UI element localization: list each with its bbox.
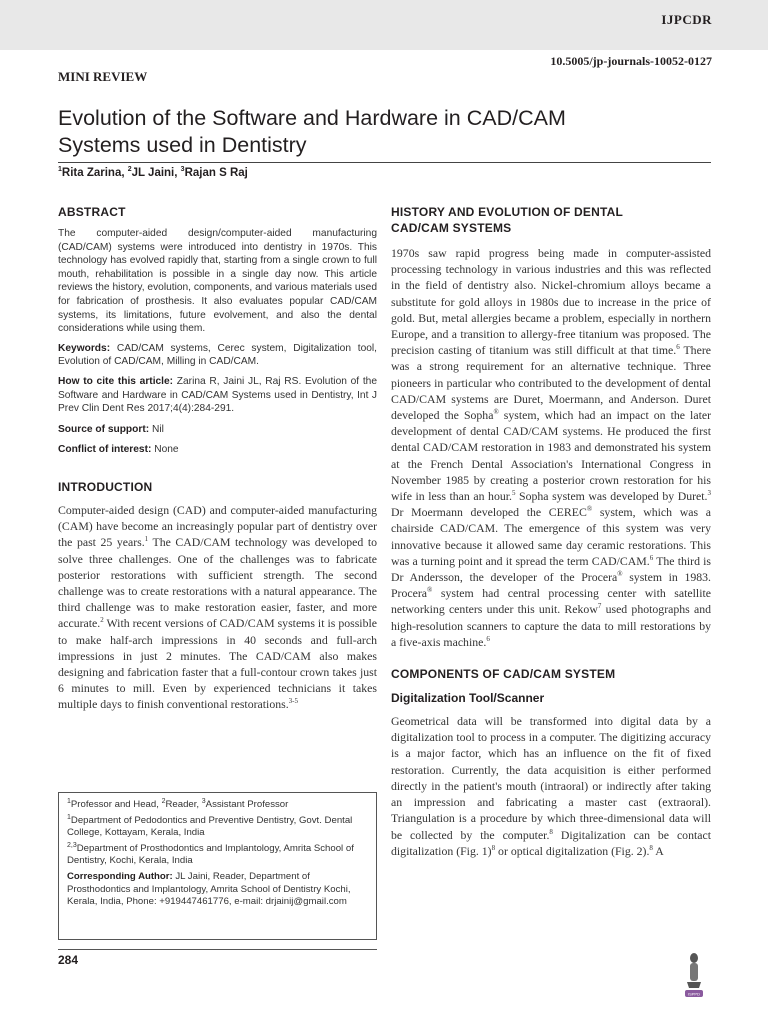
history-text: 1970s saw rapid progress being made in computer-assisted processing technology in various industries and this was reflected in the field of dentistry also. Nickel-chromium alloys became a substitute for gold alloys in 1980s due to increase in the price of gold. But, metal allergies became a problem, especially in northern Europe, and a transition to allergy-free titanium was proposed. The precision casting of titanium was still difficult at that time.$^6$ There was a strong requirement for an alternative technique. Three pioneers in particular who contributed to the development of dental CAD/CAM systems are Duret, Moermann, and Anderson. Duret developed the Sopha® system, which had an impact on the later development of dental CAD/CAM systems. He produced the first dental CAD/CAM restoration in 1983 and demonstrated his system at the French Dental Association's International Congress in November 1985 by creating a posterior crown restoration for his wife in less than an hour.$^5$ Sopha system was developed by Duret.$^3$ Dr Moermann developed the CEREC® system, which was a chairside CAD/CAM. The emergence of this system was very innovative because it allowed same day ceramic restorations. This was a turning point and it spread the term CAD/CAM.$^6$ The third is Dr Andersson, the developer of the Procera® system in 1983. Procera® system had central processing center with satellite networking centers under this unit. Rekow$^7$ used photographs and high-resolution scanners to capture the data to mill restorations by a five-axis machine.$^6$	[391, 246, 712, 649]
abstract-text: The computer-aided design/computer-aided manufacturing (CAD/CAM) systems were introduced into dentistry in 1970s. This technology has evolved rapidly that, starting from a single crown to full mouth, rehabilitation is possible in a single day now. This article reviews the history, evolution, components, and various materials used for fabrication of prosthesis. It also evaluates popular CAD/CAM systems, its limitations, future evolvement, and also the dental considerations while using them.	[58, 228, 377, 335]
corresponding-author: Corresponding Author: JL Jaini, Reader, Department of Prosthodontics and Implantology, Amrita School of Dentistry Kochi, Kerala, India, Phone: +919447461776, e-mail: drjainij@gmail.com	[67, 870, 351, 908]
abstract-heading: ABSTRACT	[58, 205, 126, 219]
source-of-support: Source of support: Nil	[58, 423, 164, 435]
affiliations-box	[58, 792, 377, 940]
title-line-2: Systems used in Dentistry	[58, 133, 307, 157]
journal-name: IJPCDR	[661, 12, 712, 27]
keywords: Keywords: CAD/CAM systems, Cerec system, Digitalization tool, Evolution of CAD/CAM, Milling in CAD/CAM.	[58, 342, 377, 368]
author-list: $^1$Rita Zarina, $^2$JL Jaini, $^3$Rajan S Raj	[58, 166, 248, 179]
title-rule	[58, 162, 711, 163]
logo-text: ISPPD	[687, 991, 701, 997]
page-number: 284	[58, 953, 79, 967]
author-roles: $^1$Professor and Head, $^2$Reader, $^3$Assistant Professor	[67, 797, 289, 810]
footer-rule	[58, 949, 377, 950]
doi: 10.5005/jp-journals-10052-0127	[550, 54, 712, 68]
article-title	[58, 105, 718, 159]
citation: How to cite this article: Zarina R, Jaini JL, Raj RS. Evolution of the Software and Hardware in CAD/CAM Systems used in Dentistry, Int J Prev Clin Dent Res 2017;4(4):284-291.	[58, 375, 377, 415]
affiliation-1: $^1$Department of Pedodontics and Preventive Dentistry, Govt. Dental College, Kottayam, Kerala, India	[67, 813, 353, 839]
conflict-of-interest: Conflict of interest: None	[58, 444, 179, 456]
affiliation-2: $^{2,3}$Department of Prosthodontics and Implantology, Amrita School of Dentistry, Kochi, Kerala, India	[67, 841, 354, 867]
left-column	[58, 200, 377, 713]
title-line-1: Evolution of the Software and Hardware in CAD/CAM	[58, 106, 566, 130]
components-heading: COMPONENTS OF CAD/CAM SYSTEM	[391, 667, 616, 682]
right-column	[391, 200, 711, 859]
components-text: Geometrical data will be transformed into digital data by a digitalization tool to process in a computer. The digitizing accuracy is a major factor, which has an influence on the fit of fixed restoration. Currently, the data acquisition is either performed directly in the patient's mouth (intraoral) or indirectly after taking an impression and fabricating a master cast (extraoral). Triangulation is a procedure by which three-dimensional data will be collected by the computer.$^8$ Digitalization can be contact digitalization (Fig. 1)$^8$ or optical digitalization (Fig. 2).$^8$ A	[391, 714, 712, 858]
digitalization-subheading: Digitalization Tool/Scanner	[391, 691, 545, 706]
introduction-text: Computer-aided design (CAD) and computer-aided manufacturing (CAM) have become an increasingly popular part of dentistry over the past 25 years.$^1$ The CAD/CAM technology was developed to solve three challenges. One of the challenges was to fabricate posterior restorations with sufficient strength. The second challenge was to create restorations with a natural appearance. The third challenge was to make restoration easier, faster, and more accurate.$^2$ With recent versions of CAD/CAM systems it is possible to make half-arch impressions in 40 seconds and full-arch impressions in just 2 minutes. The CAD/CAM also makes designing and fabrication faster that a full-contour crown takes just 6 minutes to mill. Even by experienced technicians it takes multiple days to finish conventional restorations.$^{3-5}$	[58, 502, 377, 712]
article-type: MINI REVIEW	[58, 69, 148, 84]
history-heading: HISTORY AND EVOLUTION OF DENTAL CAD/CAM SYSTEMS	[391, 205, 623, 235]
top-banner	[0, 0, 768, 50]
society-logo	[684, 952, 704, 998]
introduction-heading: INTRODUCTION	[58, 479, 153, 494]
